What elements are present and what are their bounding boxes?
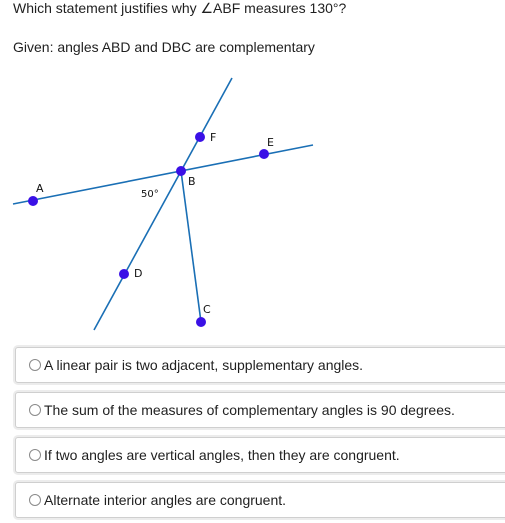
answer-option-4[interactable] xyxy=(15,482,505,518)
answer-option-label: A linear pair is two adjacent, supplementary angles. xyxy=(44,357,364,373)
point-D xyxy=(119,269,129,279)
point-B xyxy=(176,166,186,176)
geometry-diagram xyxy=(0,60,505,340)
answer-option-3[interactable] xyxy=(15,437,505,473)
point-C xyxy=(196,317,206,327)
ray-BC xyxy=(181,171,201,322)
answer-option-1[interactable] xyxy=(15,347,505,383)
angle-measure-label: 50° xyxy=(141,189,159,200)
radio-button[interactable] xyxy=(29,449,41,461)
label-E: E xyxy=(267,136,274,149)
label-C: C xyxy=(203,303,211,316)
radio-button[interactable] xyxy=(29,494,41,506)
radio-button[interactable] xyxy=(29,359,41,371)
point-A xyxy=(28,196,38,206)
radio-button[interactable] xyxy=(29,404,41,416)
line-DF xyxy=(94,78,232,330)
answer-option-label: The sum of the measures of complementary angles is 90 degrees. xyxy=(44,402,455,418)
answer-option-label: Alternate interior angles are congruent. xyxy=(44,492,287,508)
answer-option-label: If two angles are vertical angles, then they are congruent. xyxy=(44,447,400,463)
diagram-svg xyxy=(0,60,505,340)
given-statement: Given: angles ABD and DBC are complementary xyxy=(13,39,315,55)
question-text: Which statement justifies why ∠ABF measures 130°? xyxy=(13,0,347,16)
point-E xyxy=(259,149,269,159)
label-F: F xyxy=(210,131,217,144)
point-F xyxy=(195,132,205,142)
label-D: D xyxy=(134,267,143,280)
label-B: B xyxy=(188,175,196,188)
label-A: A xyxy=(36,182,44,195)
answer-option-2[interactable] xyxy=(15,392,505,428)
